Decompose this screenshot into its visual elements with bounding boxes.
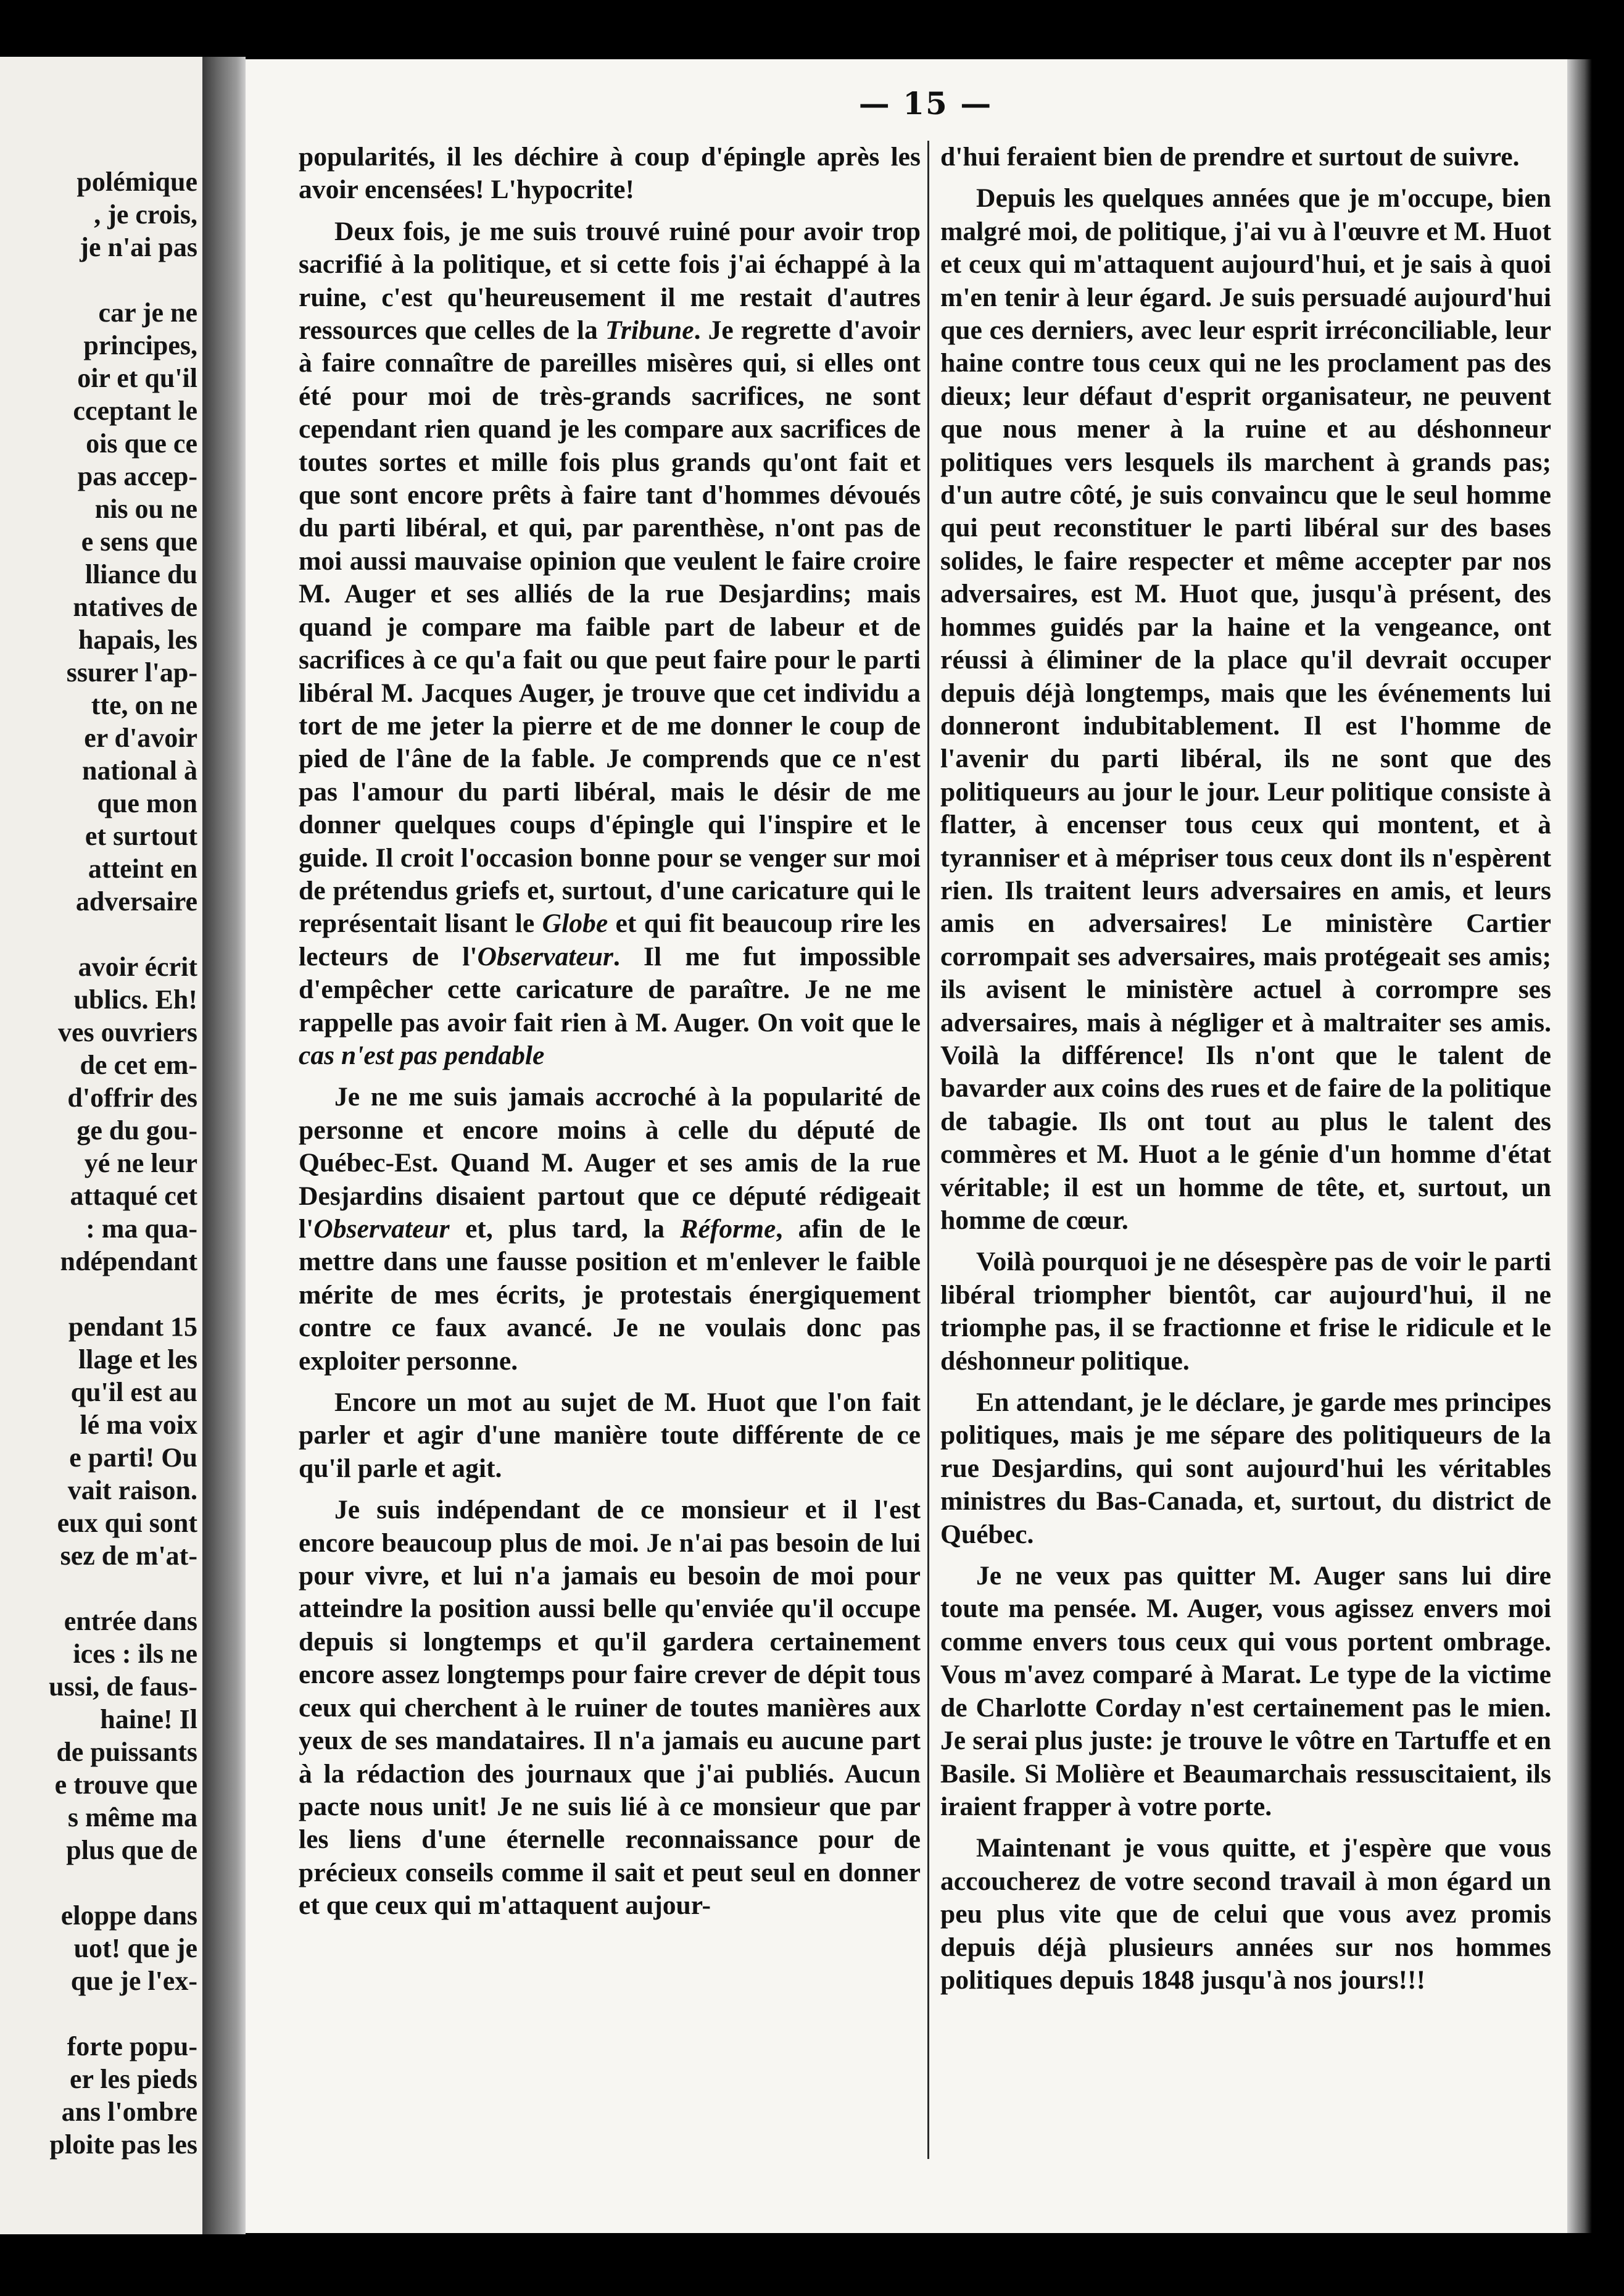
fragment-line	[0, 1866, 197, 1899]
newspaper-title: Tribune	[605, 315, 694, 346]
page-edge-shadow	[1567, 59, 1592, 2233]
fragment-line: ge du gou-	[77, 1115, 197, 1146]
paragraph: Deux fois, je me suis trouvé ruiné pour avoir trop sacrifié à la politique, et si cette fois j'ai échappé à la ruine, c'est qu'heureusement il me restait d'autres ressources que celles de la Tribune. Je regrette d'avoir à faire connaître de pareilles misères qui, si elles ont été pour moi de très-grands sacrifices, ne sont cependant rien quand je les compare aux sacrifices de toutes sortes et mille fois plus grands qu'ont fait et que sont encore prêts à faire tant d'hommes dévoués du parti libéral, et qui, par parenthèse, n'ont pas de moi aussi mauvaise opinion que veulent le faire croire M. Auger et ses alliés de la rue Desjardins; mais quand je compare ma faible part de labeur et de sacrifices à ce qu'a fait ou que peut faire pour le parti libéral M. Jacques Auger, je trouve que cet individu a tort de me jeter la pierre et de me donner le coup de pied de l'âne de la fable. Je comprends que ce n'est pas l'amour du parti libéral, mais le désir de me donner quelques coups d'épingle qui l'inspire et le guide. Il croit l'occasion bonne pour se venger sur moi de prétendus griefs et, surtout, d'une caricature qui le représentait lisant le Globe et qui fit beaucoup rire les lecteurs de l'Observateur. Il me fut impossible d'empêcher cette caricature de paraître. Je ne me rappelle pas avoir fait rien à M. Auger. On voit que le cas n'est pas pendable	[299, 216, 921, 1070]
fragment-line: et surtout	[85, 821, 197, 851]
fragment-line: er d'avoir	[84, 723, 197, 753]
fragment-line: ois que ce	[86, 428, 197, 459]
italic-phrase: cas n'est pas pendable	[299, 1040, 545, 1070]
fragment-line: polémique	[77, 167, 197, 197]
fragment-line	[0, 1572, 197, 1605]
column-rule	[927, 141, 929, 2159]
newspaper-title: Observateur	[313, 1214, 450, 1244]
fragment-line: qu'il est au	[70, 1377, 197, 1407]
fragment-line: : ma qua-	[86, 1213, 197, 1244]
fragment-line: de puissants	[56, 1737, 197, 1767]
article-column-right	[940, 141, 1551, 2005]
paragraph: Voilà pourquoi je ne désespère pas de voir le parti libéral triompher bientôt, car aujourd'hui, il ne triomphe pas, il se fractionne et frise le ridicule et le déshonneur politique.	[940, 1247, 1551, 1376]
fragment-line: lé ma voix	[80, 1410, 197, 1440]
fragment-line: ussi, de faus-	[49, 1671, 197, 1702]
fragment-line: attaqué cet	[70, 1181, 197, 1211]
paragraph: Depuis les quelques années que je m'occupe, bien malgré moi, de politique, j'ai vu à l'œuvre et M. Huot et ceux qui m'attaquent aujourd'hui, et je sais à quoi m'en tenir à leur égard. Je suis persuadé aujourd'hui que ces derniers, avec leur esprit irréconciliable, leur haine contre tous ceux qui ne les proclament pas des dieux; leur défaut d'esprit organisateur, ne peuvent que nous mener à la ruine et au déshonneur politiques vers lesquels ils marchent à grands pas; d'un autre côté, je suis convaincu que le seul homme qui peut reconstituer le parti libéral sur des bases solides, le faire respecter et même accepter par nos adversaires, est M. Huot que, jusqu'à présent, des hommes guidés par la haine et la vengeance, ont réussi à éliminer de la place qu'il devrait occuper depuis déjà longtemps, mais que les événements lui donneront indubitablement. Il est l'homme de l'avenir du parti libéral, ils ne sont que des politiqueurs au jour le jour. Leur politique consiste à flatter, à encenser tous ceux qui montent, et à tyranniser et à mépriser tous ceux dont ils n'espèrent rien. Ils traitent leurs adversaires en amis, et leurs amis en adversaires! Le ministère Cartier corrompait ses adversaires, mais protégeait ses amis; ils avisent le ministère actuel à corrompre ses adversaires, mais à négliger et à maltraiter ses amis. Voilà la différence! Ils n'ont que le talent de bavarder aux coins des rues et de faire de la politique de tabagie. Ils ont tout au plus le talent des commères et M. Huot a le génie d'un homme d'état véritable; il est un homme de tête, et, surtout, un homme de cœur.	[940, 183, 1551, 1235]
fragment-line: yé ne leur	[84, 1148, 197, 1178]
book-gutter	[202, 57, 246, 2234]
fragment-line: ntatives de	[73, 592, 197, 622]
fragment-line: national à	[81, 755, 197, 786]
fragment-line: entrée dans	[64, 1606, 197, 1636]
fragment-line: ices : ils ne	[73, 1639, 197, 1669]
fragment-line: ploite pas les	[49, 2129, 197, 2160]
paragraph: En attendant, je le déclare, je garde mes principes politiques, mais je me sépare des politiqueurs de la rue Desjardins, qui sont aujourd'hui les véritables ministres du Bas-Canada, et, surtout, du district de Québec.	[940, 1387, 1551, 1549]
fragment-line: ves ouvriers	[57, 1017, 197, 1047]
newspaper-title: Observateur	[477, 941, 613, 971]
fragment-line: haine! Il	[100, 1704, 197, 1734]
fragment-line: nis ou ne	[94, 494, 197, 524]
fragment-line	[0, 264, 197, 296]
fragment-line: cceptant le	[73, 396, 197, 426]
fragment-line: er les pieds	[70, 2064, 197, 2094]
fragment-line: ans l'ombre	[61, 2097, 197, 2127]
article-column-left	[299, 141, 921, 1931]
paragraph: Je suis indépendant de ce monsieur et il l'est encore beaucoup plus de moi. Je n'ai pas besoin de lui pour vivre, et lui n'a jamais eu besoin de moi pour atteindre la position aussi belle qu'enviée qu'il occupe depuis si longtemps et qu'il gardera certainement encore assez longtemps pour faire crever de dépit tous ceux qui cherchent à le ruiner de toutes manières aux yeux de ses mandataires. Il n'a jamais eu aucune part à la rédaction des journaux que j'ai publiés. Aucun pacte nous unit! Je ne suis lié à ce monsieur que par les liens d'une éternelle reconnaissance pour de précieux conseils comme il sait et peut seul en donner et que ceux qui m'attaquent aujour-	[299, 1495, 921, 1921]
fragment-line: tte, on ne	[91, 690, 197, 720]
paragraph: popularités, il les déchire à coup d'épingle après les avoir encensées! L'hypocrite!	[299, 142, 921, 205]
paragraph: d'hui feraient bien de prendre et surtout de suivre.	[940, 142, 1520, 172]
fragment-line: e sens que	[81, 526, 197, 557]
newspaper-title: Globe	[542, 909, 608, 939]
fragment-line	[0, 1997, 197, 2030]
fragment-line: pendant 15	[68, 1312, 197, 1342]
fragment-line: je n'ai pas	[80, 232, 197, 262]
fragment-line: sez de m'at-	[60, 1541, 197, 1571]
paragraph: Je ne veux pas quitter M. Auger sans lui dire toute ma pensée. M. Auger, vous agissez envers moi comme envers tous ceux qui vous portent ombrage. Vous m'avez comparé à Marat. Le type de la victime de Charlotte Corday n'est certainement pas le mien. Je serai plus juste: je trouve le vôtre en Tartuffe et en Basile. Si Molière et Beaumarchais ressuscitaient, ils iraient frapper à votre porte.	[940, 1561, 1551, 1821]
fragment-line: plus que de	[66, 1835, 197, 1865]
fragment-line: car je ne	[98, 297, 197, 328]
fragment-line: oir et qu'il	[77, 363, 197, 393]
fragment-line: pas accep-	[77, 461, 197, 491]
fragment-line: ssurer l'ap-	[66, 657, 197, 688]
fragment-line: de cet em-	[80, 1050, 197, 1080]
left-page-fragment	[0, 57, 202, 2234]
fragment-line: , je crois,	[94, 199, 197, 230]
fragment-line: d'offrir des	[67, 1083, 197, 1113]
page-number: — 15 —	[858, 85, 993, 122]
fragment-line: ndépendant	[60, 1246, 197, 1276]
fragment-line: forte popu-	[67, 2031, 197, 2061]
fragment-line: hapais, les	[78, 625, 197, 655]
left-page-text-fragments	[0, 165, 197, 2161]
fragment-line: llage et les	[78, 1344, 197, 1375]
fragment-line: vait raison.	[67, 1475, 197, 1505]
fragment-line: s même ma	[67, 1802, 197, 1832]
paragraph: Encore un mot au sujet de M. Huot que l'on fait parler et agir d'une manière toute différente de ce qu'il parle et agit.	[299, 1387, 921, 1483]
fragment-line: lliance du	[85, 559, 197, 589]
fragment-line: uot! que je	[73, 1933, 197, 1963]
fragment-line: adversaire	[75, 886, 197, 917]
fragment-line: que je l'ex-	[70, 1966, 197, 1996]
fragment-line	[0, 918, 197, 950]
fragment-line: avoir écrit	[78, 952, 197, 982]
fragment-line: principes,	[83, 330, 197, 360]
fragment-line: eux qui sont	[57, 1508, 197, 1538]
newspaper-title: Réforme	[680, 1214, 776, 1244]
fragment-line: e trouve que	[54, 1770, 197, 1800]
paragraph: Je ne me suis jamais accroché à la popularité de personne et encore moins à celle du député de Québec-Est. Quand M. Auger et ses amis de la rue Desjardins disaient partout que ce député rédigeait l'Observateur et, plus tard, la Réforme, afin de le mettre dans une fausse position et m'enlever le faible mérite de mes écrits, je protestais énergiquement contre ce faux avancé. Je ne voulais donc pas exploiter personne.	[299, 1082, 921, 1376]
fragment-line: atteint en	[88, 854, 197, 884]
fragment-line: e parti! Ou	[69, 1442, 197, 1473]
fragment-line: eloppe dans	[60, 1900, 197, 1931]
fragment-line: ublics. Eh!	[73, 984, 197, 1015]
fragment-line	[0, 1278, 197, 1310]
fragment-line: que mon	[97, 788, 197, 818]
paragraph: Maintenant je vous quitte, et j'espère que vous accoucherez de votre second travail à mon égard un peu plus vite que de celui que vous avez promis depuis déjà plusieurs années sur nos hommes politiques depuis 1848 jusqu'à nos jours!!!	[940, 1833, 1551, 1995]
